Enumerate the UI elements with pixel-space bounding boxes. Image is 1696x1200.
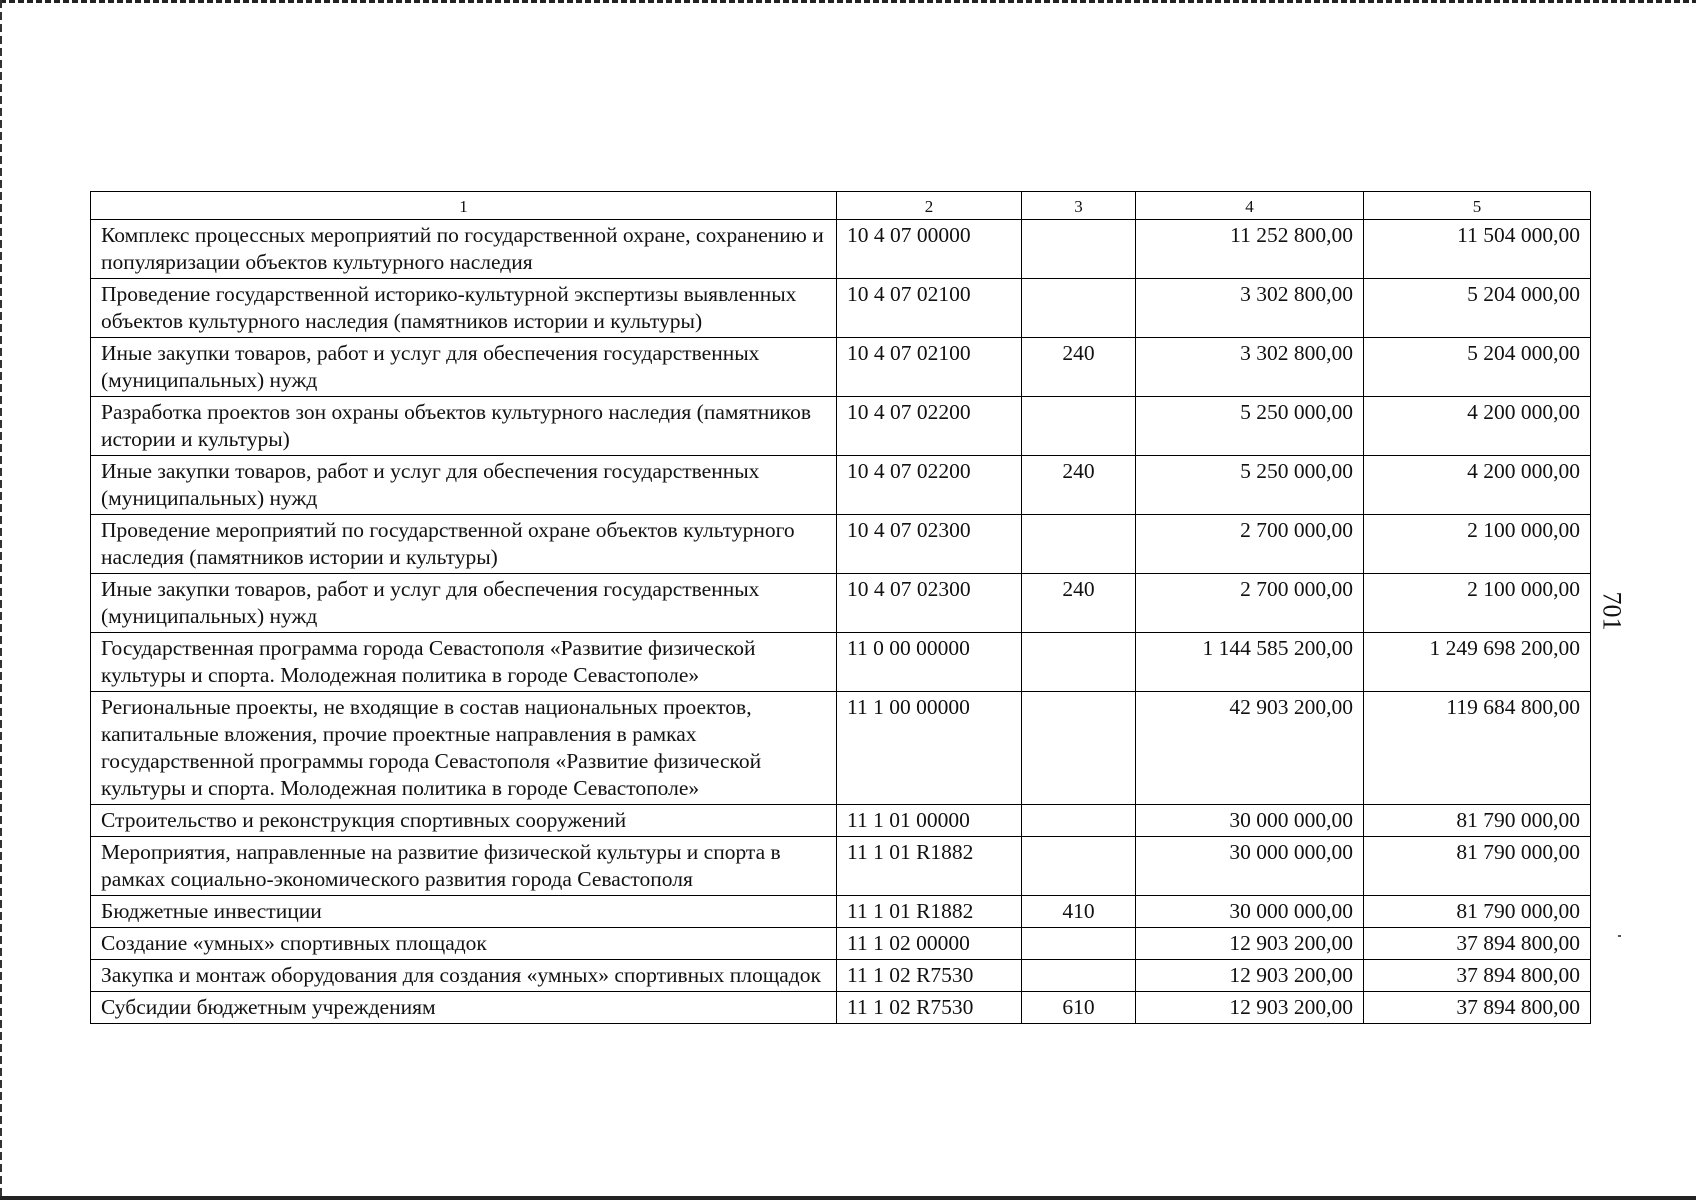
scan-speck (1618, 935, 1621, 937)
table-row (91, 279, 1591, 338)
cell-amount-col4: 3 302 800,00 (1136, 338, 1364, 397)
cell-expense-type (1022, 837, 1136, 896)
cell-target-code: 11 1 02 R7530 (837, 992, 1022, 1024)
cell-amount-col5: 37 894 800,00 (1364, 992, 1591, 1024)
cell-name: Проведение мероприятий по государственной охране объектов культурного наследия (памятников истории и культуры) (91, 515, 837, 574)
cell-expense-type: 410 (1022, 896, 1136, 928)
cell-target-code: 10 4 07 00000 (837, 220, 1022, 279)
cell-amount-col5: 81 790 000,00 (1364, 896, 1591, 928)
table-row (91, 896, 1591, 928)
cell-amount-col5: 4 200 000,00 (1364, 456, 1591, 515)
cell-name: Строительство и реконструкция спортивных сооружений (91, 805, 837, 837)
cell-amount-col5: 81 790 000,00 (1364, 805, 1591, 837)
cell-amount-col5: 2 100 000,00 (1364, 574, 1591, 633)
table-row (91, 928, 1591, 960)
cell-target-code: 11 1 00 00000 (837, 692, 1022, 805)
cell-name: Иные закупки товаров, работ и услуг для обеспечения государственных (муниципальных) нужд (91, 574, 837, 633)
cell-target-code: 10 4 07 02100 (837, 338, 1022, 397)
table-row (91, 397, 1591, 456)
cell-amount-col5: 1 249 698 200,00 (1364, 633, 1591, 692)
cell-amount-col5: 11 504 000,00 (1364, 220, 1591, 279)
cell-target-code: 10 4 07 02100 (837, 279, 1022, 338)
cell-target-code: 11 1 01 R1882 (837, 896, 1022, 928)
page-number: 701 (1597, 591, 1627, 631)
cell-expense-type (1022, 633, 1136, 692)
table-row (91, 515, 1591, 574)
cell-target-code: 10 4 07 02300 (837, 515, 1022, 574)
cell-target-code: 10 4 07 02200 (837, 397, 1022, 456)
cell-expense-type (1022, 928, 1136, 960)
cell-amount-col4: 2 700 000,00 (1136, 515, 1364, 574)
cell-amount-col5: 5 204 000,00 (1364, 338, 1591, 397)
cell-expense-type (1022, 397, 1136, 456)
cell-target-code: 11 1 02 00000 (837, 928, 1022, 960)
cell-target-code: 11 1 02 R7530 (837, 960, 1022, 992)
scan-edge-top (0, 0, 1696, 3)
cell-expense-type (1022, 515, 1136, 574)
cell-amount-col4: 30 000 000,00 (1136, 837, 1364, 896)
column-header-3: 3 (1022, 192, 1136, 220)
cell-expense-type (1022, 960, 1136, 992)
cell-amount-col4: 2 700 000,00 (1136, 574, 1364, 633)
table-row (91, 692, 1591, 805)
cell-name: Мероприятия, направленные на развитие физической культуры и спорта в рамках социально-экономического развития города Севастополя (91, 837, 837, 896)
column-header-1: 1 (91, 192, 837, 220)
cell-amount-col4: 5 250 000,00 (1136, 397, 1364, 456)
cell-amount-col5: 81 790 000,00 (1364, 837, 1591, 896)
column-header-4: 4 (1136, 192, 1364, 220)
scan-edge-bottom (0, 1196, 1696, 1200)
table-row (91, 338, 1591, 397)
table-row (91, 960, 1591, 992)
cell-name: Создание «умных» спортивных площадок (91, 928, 837, 960)
cell-amount-col4: 3 302 800,00 (1136, 279, 1364, 338)
cell-name: Региональные проекты, не входящие в состав национальных проектов, капитальные вложения, прочие проектные направления в рамках государственной программы города Севастополя «Развитие физической культуры и спорта. Молодежная политика в городе Севастополе» (91, 692, 837, 805)
cell-name: Комплекс процессных мероприятий по государственной охране, сохранению и популяризации объектов культурного наследия (91, 220, 837, 279)
cell-name: Проведение государственной историко-культурной экспертизы выявленных объектов культурного наследия (памятников истории и культуры) (91, 279, 837, 338)
cell-amount-col4: 30 000 000,00 (1136, 896, 1364, 928)
table-row (91, 837, 1591, 896)
cell-amount-col4: 12 903 200,00 (1136, 992, 1364, 1024)
scan-edge-left (0, 0, 2, 1200)
cell-expense-type (1022, 805, 1136, 837)
cell-amount-col4: 12 903 200,00 (1136, 960, 1364, 992)
table-row (91, 992, 1591, 1024)
budget-table (90, 191, 1591, 1024)
cell-name: Иные закупки товаров, работ и услуг для обеспечения государственных (муниципальных) нужд (91, 456, 837, 515)
table-body (91, 220, 1591, 1024)
cell-target-code: 11 0 00 00000 (837, 633, 1022, 692)
cell-expense-type (1022, 220, 1136, 279)
cell-expense-type (1022, 279, 1136, 338)
table-row (91, 574, 1591, 633)
cell-target-code: 10 4 07 02200 (837, 456, 1022, 515)
column-header-2: 2 (837, 192, 1022, 220)
cell-amount-col4: 30 000 000,00 (1136, 805, 1364, 837)
cell-name: Иные закупки товаров, работ и услуг для обеспечения государственных (муниципальных) нужд (91, 338, 837, 397)
cell-amount-col4: 5 250 000,00 (1136, 456, 1364, 515)
cell-amount-col5: 4 200 000,00 (1364, 397, 1591, 456)
cell-target-code: 11 1 01 00000 (837, 805, 1022, 837)
table-row (91, 633, 1591, 692)
cell-name: Бюджетные инвестиции (91, 896, 837, 928)
cell-target-code: 11 1 01 R1882 (837, 837, 1022, 896)
cell-amount-col5: 2 100 000,00 (1364, 515, 1591, 574)
cell-expense-type (1022, 692, 1136, 805)
cell-amount-col5: 5 204 000,00 (1364, 279, 1591, 338)
cell-amount-col5: 37 894 800,00 (1364, 960, 1591, 992)
cell-name: Субсидии бюджетным учреждениям (91, 992, 837, 1024)
cell-amount-col5: 37 894 800,00 (1364, 928, 1591, 960)
cell-amount-col4: 42 903 200,00 (1136, 692, 1364, 805)
column-header-5: 5 (1364, 192, 1591, 220)
cell-name: Разработка проектов зон охраны объектов культурного наследия (памятников истории и культуры) (91, 397, 837, 456)
table-header-row (91, 192, 1591, 220)
cell-expense-type: 610 (1022, 992, 1136, 1024)
cell-amount-col5: 119 684 800,00 (1364, 692, 1591, 805)
table-row (91, 456, 1591, 515)
cell-name: Закупка и монтаж оборудования для создания «умных» спортивных площадок (91, 960, 837, 992)
cell-expense-type: 240 (1022, 574, 1136, 633)
cell-amount-col4: 11 252 800,00 (1136, 220, 1364, 279)
cell-expense-type: 240 (1022, 338, 1136, 397)
cell-amount-col4: 1 144 585 200,00 (1136, 633, 1364, 692)
table-row (91, 805, 1591, 837)
cell-expense-type: 240 (1022, 456, 1136, 515)
table-row (91, 220, 1591, 279)
cell-target-code: 10 4 07 02300 (837, 574, 1022, 633)
cell-name: Государственная программа города Севастополя «Развитие физической культуры и спорта. Молодежная политика в городе Севастополе» (91, 633, 837, 692)
cell-amount-col4: 12 903 200,00 (1136, 928, 1364, 960)
